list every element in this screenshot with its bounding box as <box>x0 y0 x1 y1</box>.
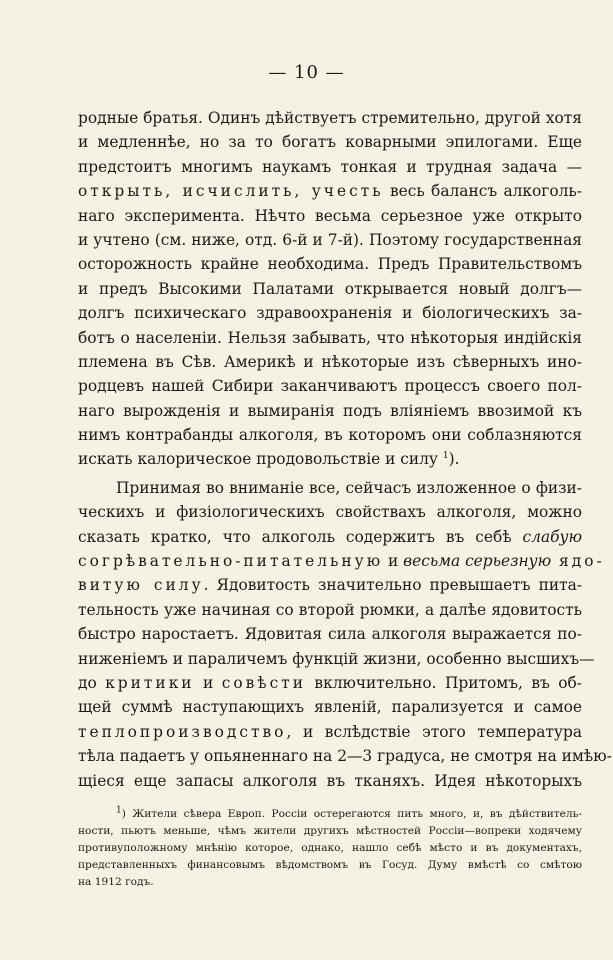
footnote-line: на 1912 годъ. <box>78 876 154 888</box>
footnote-reference[interactable]: 1 <box>442 451 449 462</box>
spaced-emphasis: согрѣвательно-питательную <box>78 552 384 571</box>
text-run: и <box>383 552 404 571</box>
text-line: и предъ Высокими Палатами открывается новый долгъ— <box>78 279 582 298</box>
text-line: щіеся еще запасы алкоголя въ тканяхъ. Идея нѣкоторыхъ <box>78 771 582 790</box>
text-line <box>78 179 582 203</box>
text-line <box>78 525 582 549</box>
text-line: ческихъ и физіологическихъ свойствахъ алкоголя, можно <box>78 503 582 522</box>
text-line: щей суммѣ наступающихъ явленій, парализуется и самое <box>78 698 582 717</box>
page-number: — 10 — <box>268 62 345 83</box>
spaced-emphasis: витую силу <box>78 576 204 595</box>
text-run: до <box>78 673 106 692</box>
text-line: и медленнѣе, но за то богатъ коварными эпилогами. Еще <box>78 133 582 152</box>
text-run: и <box>194 673 222 692</box>
footnote-line <box>78 806 582 823</box>
text-run: сказать кратко, что алкоголь содержитъ въ себѣ <box>78 527 523 546</box>
spaced-emphasis: открыть, исчислить, учесть <box>78 182 384 201</box>
text-line: наго эксперимента. Нѣчто весьма серьезное уже открыто <box>78 206 582 225</box>
text-line: долгъ психическаго здравоохраненія и біологическихъ за- <box>78 304 582 323</box>
text-line: родцевъ нашей Сибири заканчиваютъ процессъ своего пол- <box>78 377 582 396</box>
text-line: племена въ Сѣв. Америкѣ и нѣкоторые изъ сѣверныхъ ино- <box>78 352 582 371</box>
text-line: тѣла падаетъ у опьяненнаго на 2—3 градуса, не смотря на имѣю- <box>78 747 612 766</box>
text-run: , и вслѣдствіе этого температура <box>286 722 582 741</box>
text-line <box>78 671 582 695</box>
text-line: ниженіемъ и параличемъ функцій жизни, особенно высшихъ— <box>78 649 595 668</box>
text-line: Принимая во вниманіе все, сейчасъ изложенное о физи- <box>116 478 582 497</box>
text-run: включительно. Притомъ, въ об- <box>305 673 582 692</box>
text-run: ) Жители сѣвера Европ. Россіи остерегаются пить много, и, въ дѣйствитель- <box>121 808 582 820</box>
text-line <box>78 447 582 471</box>
text-line: тельность уже начиная со второй рюмки, а далѣе ядовитость <box>78 600 582 619</box>
footnote-line: противуположному мнѣнію которое, однако, нашло себѣ мѣсто и въ документахъ, <box>78 842 582 854</box>
text-line <box>78 573 582 597</box>
text-run: искать калорическое продовольствіе и силу <box>78 450 438 469</box>
footnote-line: представленныхъ финансовымъ вѣдомствомъ въ Госуд. Думу вмѣстѣ со смѣтою <box>78 859 582 871</box>
text-line: осторожность крайне необходима. Предъ Правительствомъ <box>78 255 582 274</box>
text-line: нимъ контрабанды алкоголя, въ которомъ они соблазняются <box>78 426 582 445</box>
footnote-marker: 1 <box>116 805 122 816</box>
text-line <box>78 549 605 573</box>
text-line <box>78 720 582 744</box>
text-line: быстро наростаетъ. Ядовитая сила алкоголя выражается по- <box>78 625 582 644</box>
paragraph-2 <box>78 476 612 793</box>
spaced-emphasis: теплопроизводство <box>78 722 287 741</box>
text-run: весь балансъ алкоголь- <box>383 182 582 201</box>
text-run: ). <box>448 450 460 469</box>
body-text <box>78 106 612 793</box>
text-line: наго вырожденія и вымиранія подъ вліяніемъ ввозимой къ <box>78 401 582 420</box>
spaced-emphasis: ядо- <box>551 552 605 571</box>
footnote-line: ности, пьютъ меньше, чѣмъ жители другихъ мѣстностей Россіи—вопреки ходячему <box>78 825 582 837</box>
italic-emphasis: слабую <box>522 527 582 546</box>
footnote-block <box>78 806 582 891</box>
italic-emphasis: весьма серьезную <box>403 552 552 571</box>
paragraph-1 <box>78 106 582 472</box>
spaced-emphasis: критики <box>105 673 195 692</box>
spaced-emphasis: совѣсти <box>221 673 306 692</box>
text-line: предстоитъ многимъ наукамъ тонкая и трудная задача — <box>78 157 582 176</box>
text-line: и учтено (см. ниже, отд. 6-й и 7-й). Поэтому государственная <box>78 230 582 249</box>
text-run: . Ядовитость значительно превышаетъ пита- <box>203 576 582 595</box>
text-line: родные братья. Одинъ дѣйствуетъ стремительно, другой хотя <box>78 109 582 127</box>
text-line: ботъ о населеніи. Нельзя забывать, что нѣкоторыя индійскія <box>78 328 582 347</box>
